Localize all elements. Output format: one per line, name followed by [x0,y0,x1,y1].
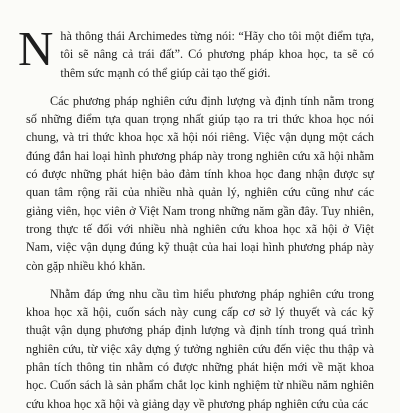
opening-paragraph-text: hà thông thái Archimedes từng nói: “Hãy cho tôi một điểm tựa, tôi sẽ nâng cả trái đất”. Có phương pháp khoa học, ta sẽ có thêm sức mạnh có thể giúp cải tạo thế giới. [60,29,374,80]
paragraph-book-purpose: Nhằm đáp ứng nhu cầu tìm hiểu phương pháp nghiên cứu trong khoa học xã hội, cuốn sách này cung cấp cơ sở lý thuyết và các kỹ thuật vận dụng phương pháp định lượng và định tính trong quá trình nghiên cứu, từ việc xây dựng ý tưởng nghiên cứu đến việc thu thập và phân tích thông tin nhằm có được những phát hiện mới về mặt khoa học. Cuốn sách là sản phẩm chắt lọc kinh nghiệm từ nhiều năm nghiên cứu khoa học xã hội và giảng dạy về phương pháp nghiên cứu của các [26,286,374,411]
paragraph-methods: Các phương pháp nghiên cứu định lượng và định tính nằm trong số những điểm tựa quan trọng nhất giúp tạo ra tri thức khoa học nói chung, và tri thức khoa học xã hội nói riêng. Việc vận dụng một cách đúng đắn hai loại hình phương pháp này trong nghiên cứu xã hội nhằm có được những phát hiện bảo đảm tính khoa học đang nhận được sự quan tâm rộng rãi của nhiều nhà quản lý, nghiên cứu cũng như các giảng viên, học viên ở Việt Nam trong những năm gần đây. Tuy nhiên, trong thực tế đối với nhiều nhà nghiên cứu khoa học xã hội ở Việt Nam, việc vận dụng đúng kỹ thuật của hai loại hình phương pháp này còn gặp nhiều khó khăn. [26,93,374,273]
drop-cap-letter: N [18,21,54,76]
opening-paragraph [18,21,374,82]
